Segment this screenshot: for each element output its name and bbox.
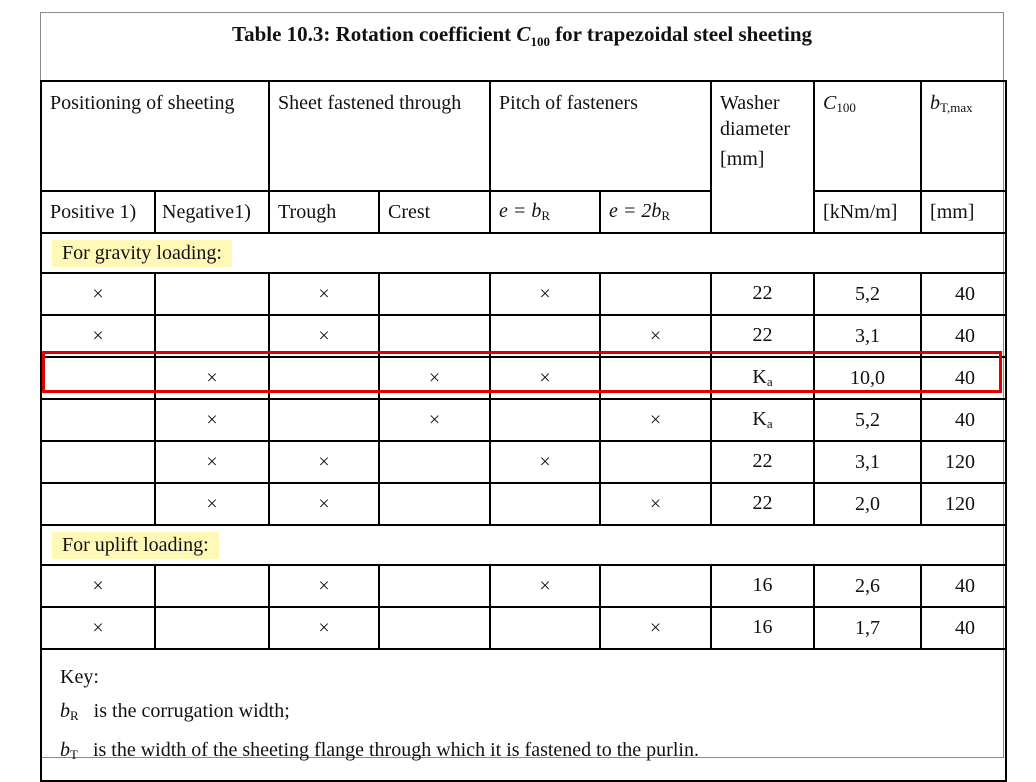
- cell-positive: ×: [41, 273, 155, 315]
- cell-crest: [379, 565, 490, 607]
- cell-c100: 5,2: [814, 399, 921, 441]
- cell-e-br: ×: [490, 273, 600, 315]
- key-br: $b_R$ is the corrugation width;: [60, 700, 290, 723]
- header-row-2: [41, 191, 1006, 233]
- cell-washer: 22: [711, 441, 814, 483]
- cell-positive: ×: [41, 315, 155, 357]
- header-positive: Positive 1): [41, 191, 155, 233]
- cell-e-2br: ×: [600, 399, 711, 441]
- cell-crest: ×: [379, 357, 490, 399]
- cell-c100: 10,0: [814, 357, 921, 399]
- cell-washer: $K_a$: [711, 399, 814, 441]
- cell-crest: [379, 441, 490, 483]
- header-e-br: $e = b_R$: [490, 191, 600, 233]
- cell-positive: [41, 483, 155, 525]
- table-row: [41, 441, 1006, 483]
- header-negative: Negative1): [155, 191, 269, 233]
- cell-trough: ×: [269, 273, 379, 315]
- key-row: [41, 649, 1006, 781]
- cell-btmax: 40: [921, 399, 1006, 441]
- cell-btmax: 40: [921, 565, 1006, 607]
- cell-negative: ×: [155, 399, 269, 441]
- cell-e-2br: [600, 357, 711, 399]
- cell-btmax: 40: [921, 357, 1006, 399]
- cell-c100: 1,7: [814, 607, 921, 649]
- header-e-2br: $e = 2b_R$: [600, 191, 711, 233]
- cell-trough: [269, 357, 379, 399]
- cell-e-2br: [600, 273, 711, 315]
- cell-e-br: ×: [490, 357, 600, 399]
- table-row: [41, 357, 1006, 399]
- header-washer: Washer diameter [mm]: [711, 81, 814, 233]
- cell-trough: [269, 399, 379, 441]
- cell-crest: [379, 273, 490, 315]
- cell-e-br: [490, 607, 600, 649]
- section-uplift-label: For uplift loading:: [52, 532, 219, 559]
- cell-e-br: [490, 315, 600, 357]
- cell-positive: [41, 357, 155, 399]
- cell-negative: [155, 565, 269, 607]
- cell-negative: ×: [155, 441, 269, 483]
- section-uplift-row: [41, 525, 1006, 565]
- cell-negative: [155, 273, 269, 315]
- cell-positive: [41, 399, 155, 441]
- cell-crest: [379, 315, 490, 357]
- header-btmax: $b_{T,max}$: [921, 81, 1006, 191]
- cell-crest: [379, 607, 490, 649]
- cell-positive: ×: [41, 565, 155, 607]
- header-row-1: [41, 81, 1006, 191]
- cell-trough: ×: [269, 607, 379, 649]
- cell-e-2br: ×: [600, 483, 711, 525]
- table-row: [41, 315, 1006, 357]
- cell-e-2br: [600, 565, 711, 607]
- key-cell: [41, 649, 1006, 781]
- cell-e-br: ×: [490, 441, 600, 483]
- header-pitch: Pitch of fasteners: [490, 81, 711, 191]
- cell-c100: 3,1: [814, 441, 921, 483]
- cell-negative: [155, 607, 269, 649]
- header-c100: $C_{100}$: [814, 81, 921, 191]
- cell-c100: 5,2: [814, 273, 921, 315]
- cell-trough: ×: [269, 315, 379, 357]
- header-c100-unit: [kNm/m]: [814, 191, 921, 233]
- cell-trough: ×: [269, 483, 379, 525]
- cell-negative: ×: [155, 357, 269, 399]
- cell-c100: 2,0: [814, 483, 921, 525]
- table-title: Table 10.3: Rotation coefficient $C_{100}$ for trapezoidal steel sheeting: [231, 22, 812, 50]
- section-gravity-row: [41, 233, 1006, 273]
- cell-washer: $K_a$: [711, 357, 814, 399]
- cell-e-2br: ×: [600, 315, 711, 357]
- cell-crest: ×: [379, 399, 490, 441]
- table-row: [41, 565, 1006, 607]
- cell-btmax: 40: [921, 607, 1006, 649]
- cell-washer: 16: [711, 607, 814, 649]
- header-positioning: Positioning of sheeting: [41, 81, 269, 191]
- rotation-coefficient-table: [40, 80, 1007, 782]
- cell-e-br: [490, 399, 600, 441]
- gravity-rows: [41, 273, 1006, 525]
- cell-e-2br: [600, 441, 711, 483]
- header-btmax-unit: [mm]: [921, 191, 1006, 233]
- cell-negative: ×: [155, 483, 269, 525]
- cell-c100: 2,6: [814, 565, 921, 607]
- cell-washer: 22: [711, 273, 814, 315]
- header-trough: Trough: [269, 191, 379, 233]
- cell-c100: 3,1: [814, 315, 921, 357]
- cell-btmax: 120: [921, 483, 1006, 525]
- cell-btmax: 40: [921, 315, 1006, 357]
- key-bt: $b_T$ is the width of the sheeting flange through which it is fastened to the purlin.: [60, 739, 699, 762]
- header-crest: Crest: [379, 191, 490, 233]
- cell-btmax: 120: [921, 441, 1006, 483]
- cell-e-br: [490, 483, 600, 525]
- uplift-rows: [41, 565, 1006, 649]
- cell-e-2br: ×: [600, 607, 711, 649]
- cell-washer: 16: [711, 565, 814, 607]
- table-row: [41, 607, 1006, 649]
- table-row: [41, 273, 1006, 315]
- cell-trough: ×: [269, 441, 379, 483]
- cell-positive: ×: [41, 607, 155, 649]
- cell-btmax: 40: [921, 273, 1006, 315]
- cell-washer: 22: [711, 483, 814, 525]
- cell-e-br: ×: [490, 565, 600, 607]
- key-label: Key:: [60, 666, 99, 688]
- section-gravity-label: For gravity loading:: [52, 240, 232, 267]
- cell-crest: [379, 483, 490, 525]
- cell-trough: ×: [269, 565, 379, 607]
- header-fastened: Sheet fastened through: [269, 81, 490, 191]
- cell-negative: [155, 315, 269, 357]
- table-row: [41, 399, 1006, 441]
- cell-washer: 22: [711, 315, 814, 357]
- cell-positive: [41, 441, 155, 483]
- table-row: [41, 483, 1006, 525]
